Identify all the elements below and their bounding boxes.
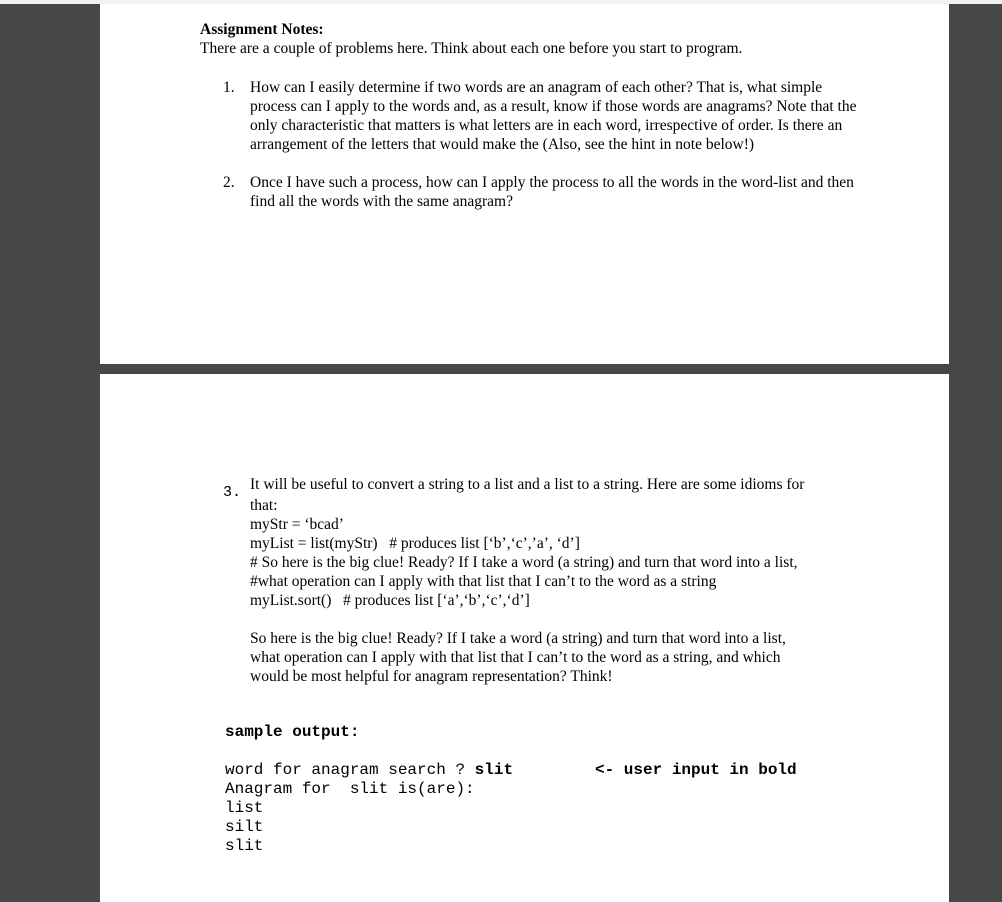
code-example-line: myStr = ‘bcad’ <box>250 516 344 533</box>
list-item-number: 3. <box>223 484 242 501</box>
code-example-line: myList.sort() # produces list [‘a’,‘b’,‘c’,‘d’] <box>250 592 530 609</box>
sample-result-item: silt <box>225 818 264 836</box>
sample-input-note: <- user input in bold <box>595 761 797 779</box>
sample-result-item: list <box>225 799 264 817</box>
list-item-number: 1. <box>223 79 235 96</box>
sample-output-heading: sample output: <box>225 723 360 741</box>
document-page-2 <box>100 374 949 902</box>
clue-line: So here is the big clue! Ready? If I take a word (a string) and turn that word into a list, <box>250 630 786 647</box>
notes-intro: There are a couple of problems here. Think about each one before you start to program. <box>200 40 743 57</box>
sample-prompt-line <box>225 761 513 780</box>
item3-line: It will be useful to convert a string to a list and a list to a string. Here are some idioms for <box>250 476 805 493</box>
sample-user-input: slit <box>474 761 514 779</box>
code-comment-line: # So here is the big clue! Ready? If I take a word (a string) and turn that word into a list, <box>250 554 798 571</box>
sample-result-header: Anagram for slit is(are): <box>225 780 475 798</box>
list-item-text: How can I easily determine if two words are an anagram of each other? That is, what simple process can I apply to the words and, as a result, know if those words are anagrams? Note that the only characteristic that matters is what letters are in each word, irrespective of order. Is there an arrangement of the letters that would make the (Also, see the hint in note below!) <box>250 79 857 153</box>
notes-heading: Assignment Notes: <box>200 21 324 38</box>
code-example-line: myList = list(myStr) # produces list [‘b’,‘c’,’a’, ‘d’] <box>250 535 580 552</box>
item3-line: that: <box>250 497 278 514</box>
list-item-text: Once I have such a process, how can I apply the process to all the words in the word-list and then find all the words with the same anagram? <box>250 174 854 210</box>
sample-prompt: word for anagram search ? <box>225 761 475 779</box>
clue-line: what operation can I apply with that list that I can’t to the word as a string, and which <box>250 649 781 666</box>
clue-line: would be most helpful for anagram representation? Think! <box>250 668 613 685</box>
sample-result-item: slit <box>225 837 264 855</box>
code-comment-line: #what operation can I apply with that list that I can’t to the word as a string <box>250 573 717 590</box>
document-page-1 <box>100 4 949 364</box>
list-item-number: 2. <box>223 174 235 191</box>
